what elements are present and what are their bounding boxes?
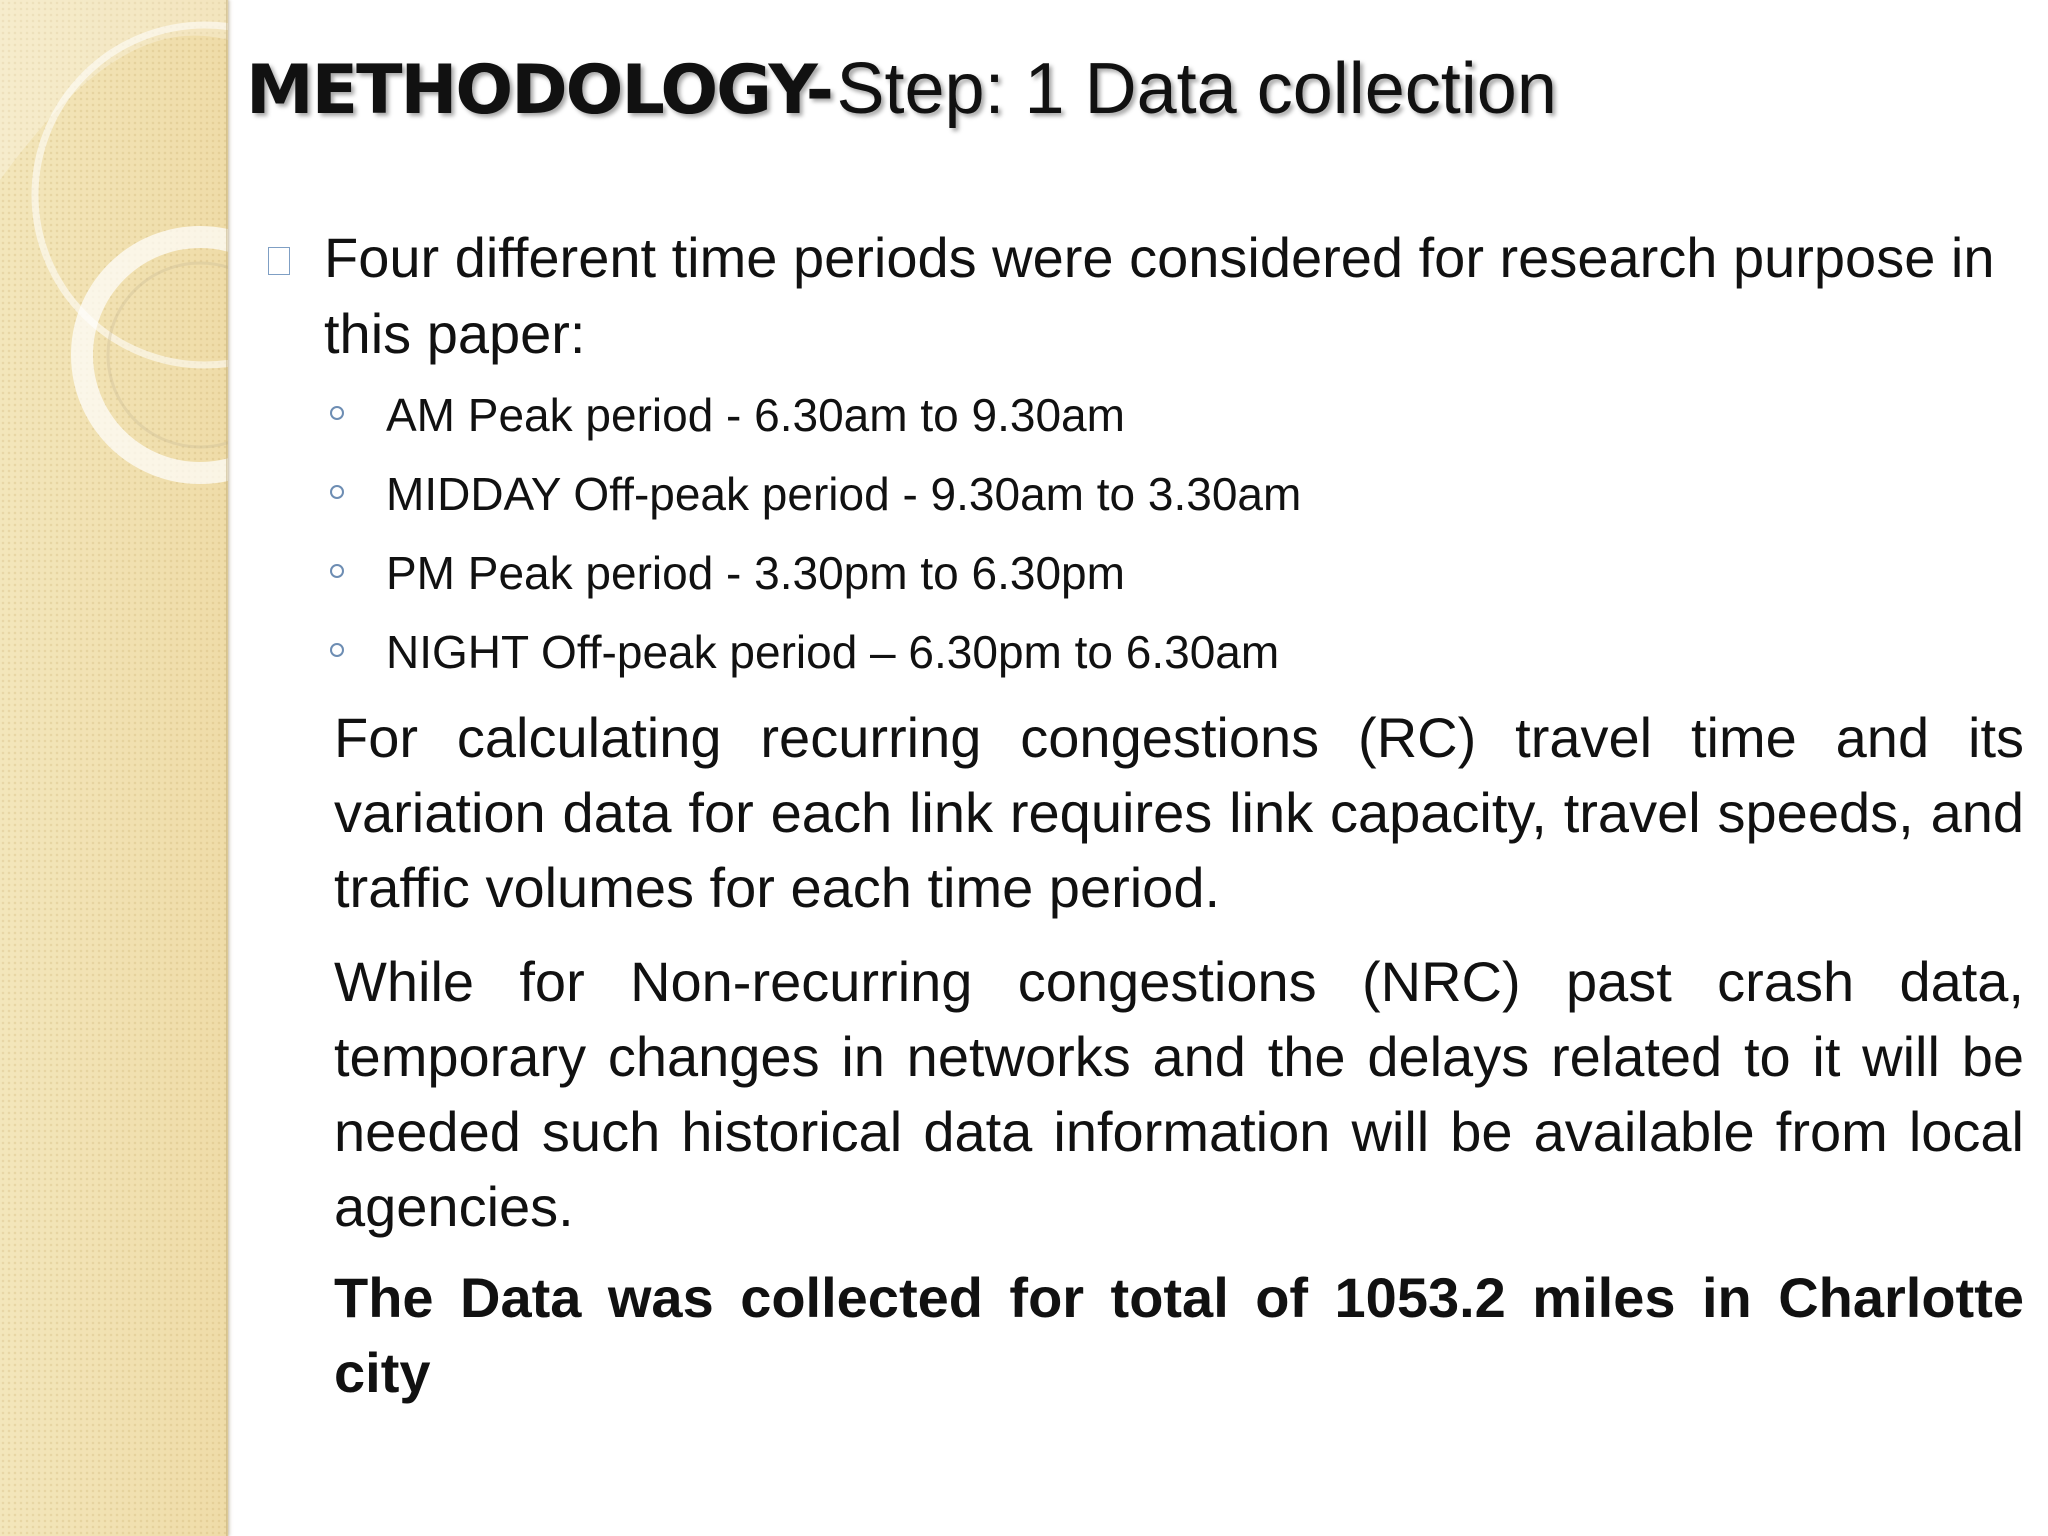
circle-bullet-icon <box>330 406 344 420</box>
period-label: MIDDAY Off-peak period - 9.30am to 3.30am <box>386 468 1302 520</box>
list-item <box>330 542 1301 621</box>
rc-paragraph: For calculating recurring congestions (RC) travel time and its variation data for each link requires link capacity, travel speeds, and traffic volumes for each time period. <box>334 706 2024 919</box>
decorative-circles <box>0 0 228 520</box>
list-item <box>330 621 1301 700</box>
list-item <box>330 463 1301 542</box>
circle-bullet-icon <box>330 485 344 499</box>
total-miles-paragraph: The Data was collected for total of 1053.2 miles in Charlotte city <box>334 1266 2024 1404</box>
sidebar-edge <box>226 0 230 1536</box>
intro-text: Four different time periods were considered for research purpose in this paper: <box>324 226 1995 365</box>
circle-bullet-icon <box>330 643 344 657</box>
list-item <box>330 384 1301 463</box>
nrc-paragraph: While for Non-recurring congestions (NRC) past crash data, temporary changes in networks and the delays related to it will be needed such historical data information will be available from local agencies. <box>334 950 2024 1238</box>
circle-bullet-icon <box>330 564 344 578</box>
slide-title <box>246 48 1557 130</box>
decorative-sidebar <box>0 0 228 1536</box>
title-main: METHODOLOGY- <box>246 51 832 130</box>
title-sub: Step: 1 Data collection <box>836 49 1557 129</box>
square-bullet-icon <box>268 247 290 275</box>
periods-list <box>330 384 1301 700</box>
period-label: PM Peak period - 3.30pm to 6.30pm <box>386 547 1125 599</box>
period-label: AM Peak period - 6.30am to 9.30am <box>386 389 1125 441</box>
period-label: NIGHT Off-peak period – 6.30pm to 6.30am <box>386 626 1280 678</box>
